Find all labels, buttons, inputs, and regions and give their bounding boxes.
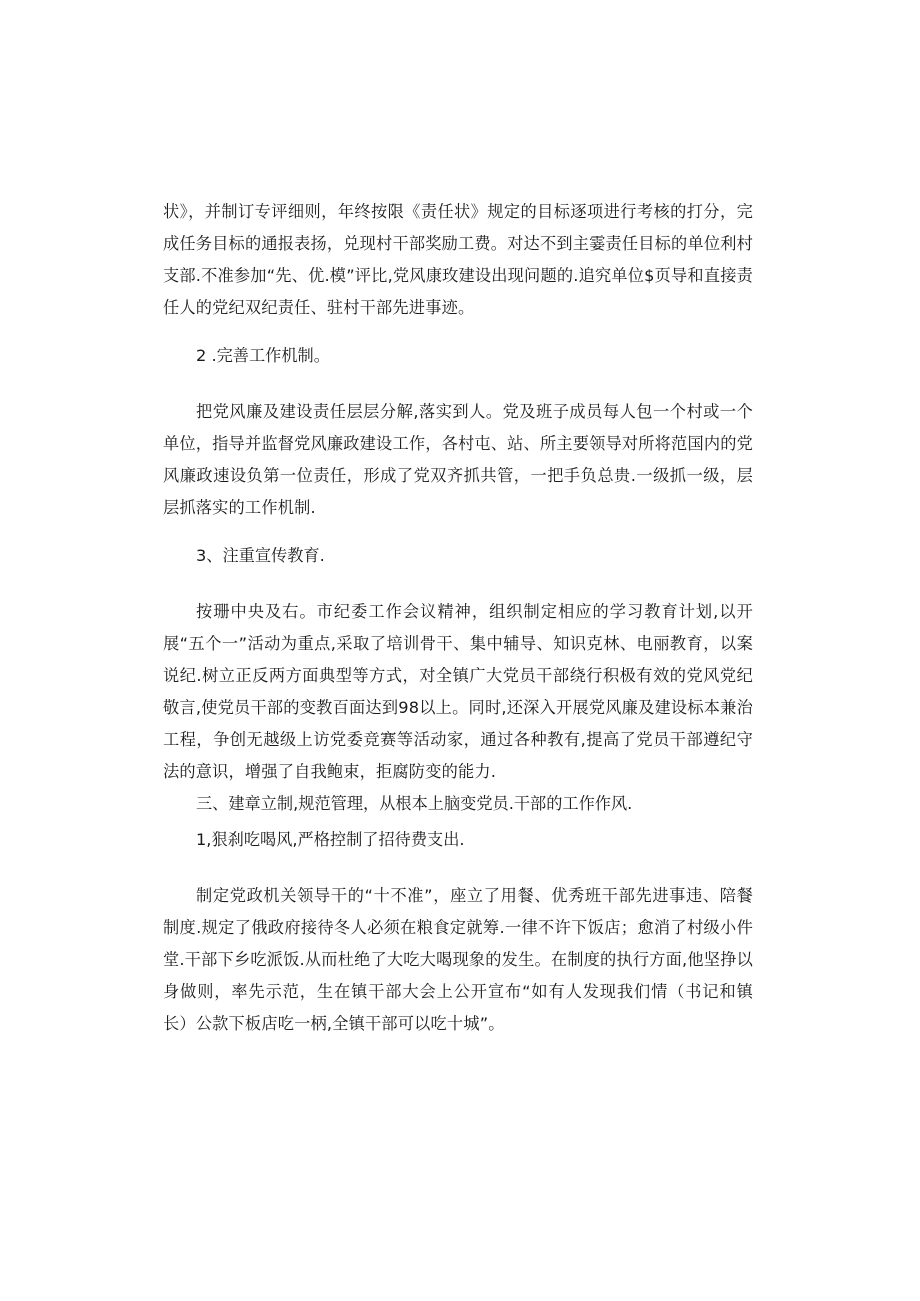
document-body (163, 196, 753, 1040)
paragraph-responsibility-breakdown: 把党风廉及建设责任层层分解,落实到人。党及班子成员每人包一个村或一个单位，指导并监督党风廉政建设工作，各村屯、站、所主要领导对所将范国内的党风廉政速设负第一位责任，形成了党双齐抓共管，一把手负总贵.一级抓一级，层层抓落实的工作机制. (163, 402, 753, 517)
paragraph-responsibility-assessment: 状》，并制订专评细则，年终按限《责任状》规定的目标逐项进行考核的打分，完成任务目标的通报表扬，兑现村干部奖励工费。对达不到主霎责任目标的单位利村支部.不准参加“先、优.模”评比,党风康玫建设出现问题的.追究单位$页导和直接责任人的党纪双纪责任、驻村干部先进事迹。 (163, 202, 753, 317)
paragraph-education-activities: 按珊中央及右。市纪委工作会议精神，组织制定相应的学习教育计划,以开展“五个一”活动为重点,采取了培训骨干、集中辅导、知识克林、电丽教育，以案说纪.树立正反两方面典型等方式，对全镇广大党员干部绕行积极有效的党风党纪敬言,使党员干部的变教百面达到98以上。同时,还深入开展党风廉及建设标本兼治工程，争创无越级上访党委竞赛等活动家，通过各种教有,提高了党员干部遵纪守法的意识，增强了自我鲍束，拒腐防变的能力. (163, 602, 753, 781)
heading-curb-dining-extravagance: 1,狠刹吃喝风,严格控制了招待费支出. (196, 830, 465, 849)
heading-improve-work-mechanism: 2 .完善工作机制。 (196, 346, 330, 365)
heading-rules-and-management: 三、建章立制,规范管理，从根本上脑变党员.干部的工作作风. (196, 794, 633, 813)
paragraph-dining-regulations: 制定党政机关领导干的“十不准”，座立了用餐、优秀班干部先进事违、陪餐制度.规定了俄政府接待冬人必须在粮食定就筹.一律不许下饭店；愈消了村级小件堂.干部下乡吃派饭.从而杜绝了大吃大喝现象的发生。在制度的执行方面,他坚挣以身做则，率先示范，生在镇干部大会上公开宣布“如有人发现我们情（书记和镇长）公款下板店吃一柄,全镇干部可以吃十城”。 (163, 886, 753, 1033)
heading-publicity-education: 3、注重宣传教育. (196, 546, 325, 565)
